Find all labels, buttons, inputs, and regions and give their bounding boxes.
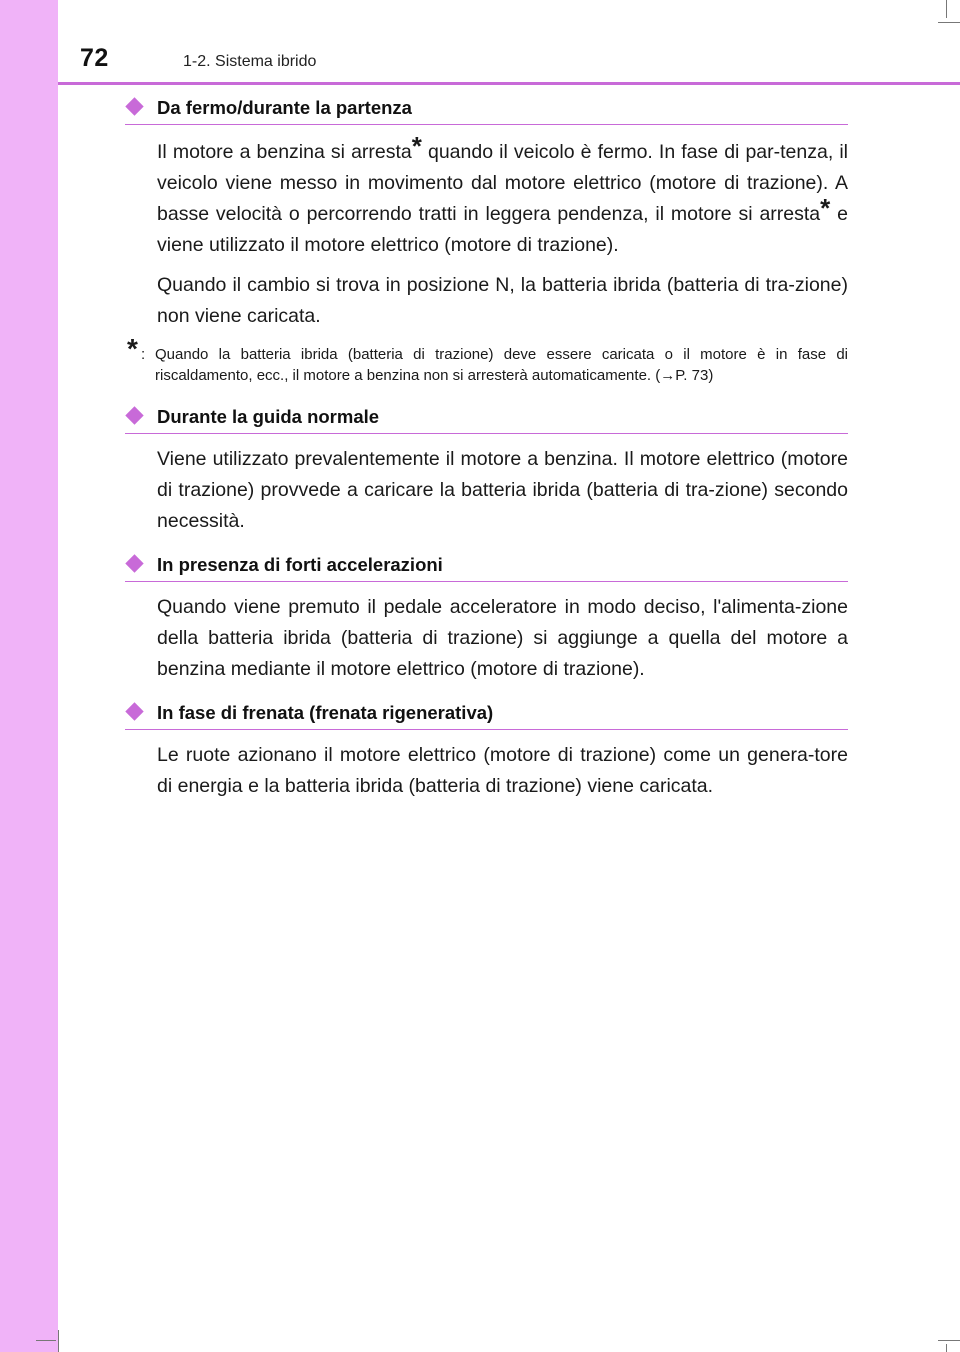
crop-mark [938,1340,960,1341]
side-color-band [0,0,58,1352]
asterisk-mark: * [820,192,831,223]
footnote-colon: : [141,346,146,363]
section-heading [125,551,848,582]
page-content [125,94,848,802]
page-number: 72 [80,44,109,72]
crop-mark [938,22,960,23]
section-heading [125,94,848,125]
diamond-bullet-icon [125,554,143,572]
paragraph: Quando viene premuto il pedale acceleratore in modo deciso, l'alimenta-zione della batteria ibrida (batteria di trazione) si aggiunge a quella del motore a benzina mediante il motore elettrico (motore di trazione). [157,596,848,680]
footnote-text: Quando la batteria ibrida (batteria di trazione) deve essere caricata o il motore è in fase di riscaldamento, ecc., il motore a benzina non si arresterà automaticamente. (→P. 73) [155,346,848,384]
footnote [125,333,848,386]
footnote-asterisk: * [127,333,138,364]
crop-mark [58,1330,59,1352]
section-heading [125,699,848,730]
crop-mark [946,1344,947,1352]
crop-mark [946,0,947,18]
header-rule [58,82,960,85]
text-run: e viene utilizzato il motore elettrico (motore di trazione). [157,203,849,256]
diamond-bullet-icon [125,406,143,424]
paragraph: Quando il cambio si trova in posizione N, la batteria ibrida (batteria di tra-zione) non viene caricata. [157,274,848,327]
heading-text: In presenza di forti accelerazioni [157,554,443,575]
heading-text: Durante la guida normale [157,406,380,427]
asterisk-mark: * [411,130,422,161]
text-run: quando il veicolo è fermo. In fase di par-tenza, il veicolo viene messo in movimento dal motore elettrico (motore di trazione). A basse velocità o percorrendo tratti in leggera pendenza, il motore si arresta [157,141,848,225]
paragraph [125,130,849,261]
section-title: 1-2. Sistema ibrido [183,53,317,70]
diamond-bullet-icon [125,97,143,115]
page-header [58,0,960,84]
paragraph: Le ruote azionano il motore elettrico (motore di trazione) come un genera-tore di energia e la batteria ibrida (batteria di trazione) viene caricata. [157,744,848,797]
heading-text: In fase di frenata (frenata rigenerativa) [157,702,494,723]
heading-text: Da fermo/durante la partenza [157,97,412,118]
crop-mark [36,1340,56,1341]
section-heading [125,403,848,434]
text-run: Il motore a benzina si arresta [157,141,412,163]
paragraph: Viene utilizzato prevalentemente il motore a benzina. Il motore elettrico (motore di trazione) provvede a caricare la batteria ibrida (batteria di tra-zione) secondo necessità. [157,448,848,532]
diamond-bullet-icon [125,702,143,720]
